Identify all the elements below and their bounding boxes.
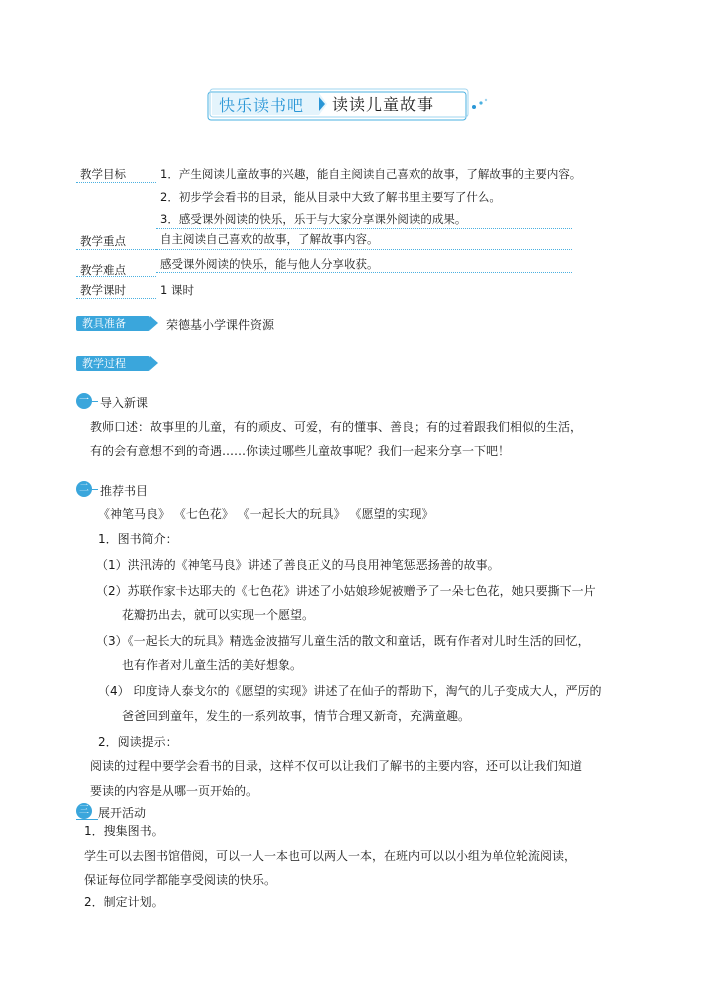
paragraph-line: 学生可以去图书馆借阅，可以一人一本也可以两人一本，在班内可以以小组为单位轮流阅读， — [84, 849, 577, 863]
time-label: 教学课时 — [80, 283, 126, 297]
divider — [76, 182, 156, 183]
section-number: 一 — [76, 393, 92, 409]
banner-column-title: 快乐读书吧 — [219, 96, 305, 115]
divider — [156, 228, 572, 229]
section-title: 展开活动 — [98, 806, 147, 820]
book-list: 《神笔马良》 《七色花》 《一起长大的玩具》 《愿望的实现》 — [98, 507, 434, 521]
paragraph-line: 要读的内容是从哪一页开始的。 — [90, 784, 259, 798]
paragraph-line: 阅读的过程中要学会看书的目录，这样不仅可以让我们了解书的主要内容，还可以让我们知道 — [90, 759, 583, 773]
intro-item: 花瓣扔出去，就可以实现一个愿望。 — [122, 608, 315, 622]
prep-badge: 教具准备 — [76, 316, 150, 331]
banner-lesson-title: 读读儿童故事 — [332, 95, 435, 114]
intro-label: 1．图书简介： — [98, 532, 178, 546]
divider — [76, 298, 156, 299]
divider — [76, 819, 98, 820]
section-title: 导入新课 — [100, 396, 149, 410]
time-value: 1 课时 — [160, 283, 194, 297]
divider — [156, 249, 572, 250]
page-banner — [207, 88, 467, 122]
divider — [92, 401, 98, 402]
paragraph-line: 1．搜集图书。 — [84, 824, 164, 838]
intro-item: （1）洪汛涛的《神笔马良》讲述了善良正义的马良用神笔惩恶扬善的故事。 — [96, 558, 500, 572]
goal-item: 2．初步学会看书的目录，能从目录中大致了解书里主要写了什么。 — [160, 190, 501, 204]
section-title: 推荐书目 — [100, 484, 149, 498]
intro-item: （4） 印度诗人泰戈尔的《愿望的实现》讲述了在仙子的帮助下，淘气的儿子变成大人，严厉的 — [98, 684, 602, 698]
paragraph-line: 2．制定计划。 — [84, 895, 164, 909]
divider — [92, 489, 98, 490]
intro-item: （2）苏联作家卡达耶夫的《七色花》讲述了小姑娘珍妮被赠予了一朵七色花，她只要撕下一片 — [96, 584, 596, 598]
paragraph-line: 保证每位同学都能享受阅读的快乐。 — [84, 873, 277, 887]
divider — [76, 276, 156, 277]
goal-item: 1．产生阅读儿童故事的兴趣，能自主阅读自己喜欢的故事，了解故事的主要内容。 — [160, 167, 582, 181]
section-number: 二 — [76, 481, 92, 497]
divider — [76, 249, 156, 250]
hard-point: 感受课外阅读的快乐，能与他人分享收获。 — [160, 257, 379, 271]
intro-item: 也有作者对儿童生活的美好想象。 — [122, 658, 303, 672]
badge-arrow-icon — [150, 356, 158, 370]
paragraph-line: 有的会有意想不到的奇遇……你读过哪些儿童故事呢？我们一起来分享一下吧！ — [90, 444, 511, 458]
decor-dots-icon — [470, 98, 490, 112]
intro-item: 爸爸回到童年，发生的一系列故事，情节合理又新奇，充满童趣。 — [122, 709, 471, 723]
tip-label: 2．阅读提示： — [98, 735, 178, 749]
hard-label: 教学难点 — [80, 263, 126, 277]
section-number: 三 — [76, 803, 92, 819]
badge-arrow-icon — [150, 316, 158, 330]
paragraph-line: 教师口述：故事里的儿童，有的顽皮、可爱，有的懂事、善良；有的过着跟我们相似的生活， — [90, 420, 583, 434]
goal-label: 教学目标 — [80, 167, 126, 181]
intro-item: （3）《一起长大的玩具》精选金波描写儿童生活的散文和童话，既有作者对儿时生活的回忆， — [96, 634, 590, 648]
divider — [156, 272, 572, 273]
key-label: 教学重点 — [80, 234, 126, 248]
process-badge: 教学过程 — [76, 356, 150, 371]
key-point: 自主阅读自己喜欢的故事，了解故事内容。 — [160, 232, 379, 246]
prep-text: 荣德基小学课件资源 — [166, 318, 275, 332]
goal-item: 3．感受课外阅读的快乐，乐于与大家分享课外阅读的成果。 — [160, 212, 467, 226]
